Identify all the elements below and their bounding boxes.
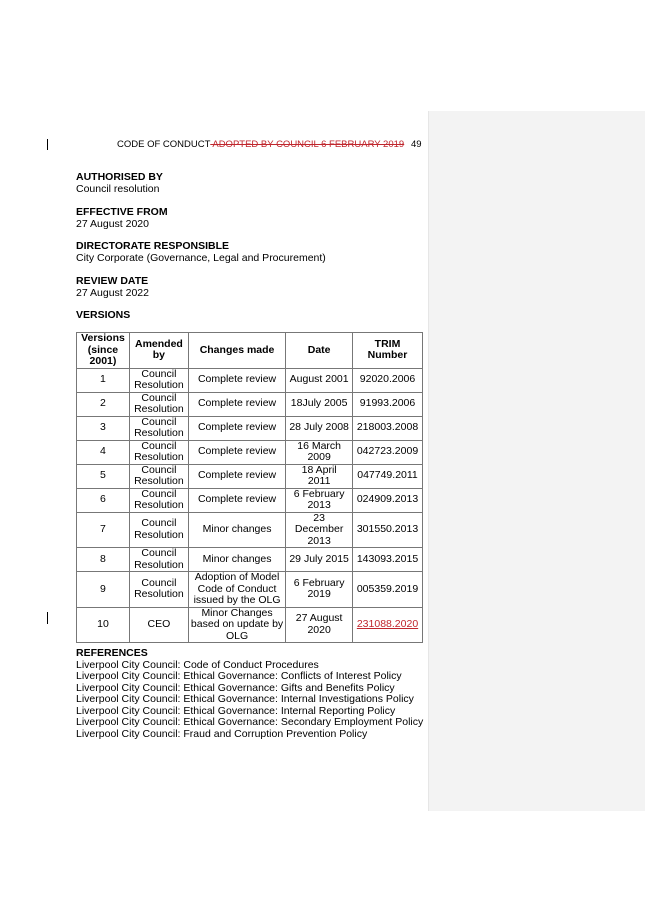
header-deleted-text: ADOPTED BY COUNCIL 6 FEBRUARY 2019 (210, 139, 405, 150)
references-section (76, 648, 423, 740)
trim-number: 301550.2013 (356, 523, 419, 535)
trim-cell (353, 440, 423, 464)
reference-item: Liverpool City Council: Ethical Governance: Conflicts of Interest Policy (76, 670, 402, 682)
reference-item: Liverpool City Council: Ethical Governance: Internal Reporting Policy (76, 704, 396, 717)
change-bar (47, 612, 48, 624)
date-cell: 27 August 2020 (286, 607, 353, 643)
amended-by-cell: Council Resolution (129, 416, 188, 440)
section-heading: REFERENCES (76, 647, 148, 659)
trim-number[interactable]: 231088.2020 (356, 618, 419, 630)
trim-cell (353, 392, 423, 416)
amended-by-cell: Council Resolution (129, 512, 188, 548)
amended-by-cell: Council Resolution (129, 368, 188, 392)
review-date-section (76, 276, 149, 299)
column-header-version: Versions (since 2001) (77, 333, 130, 369)
versions-table (76, 332, 423, 643)
reference-item: Liverpool City Council: Fraud and Corruption Prevention Policy (76, 727, 368, 740)
table-row (77, 440, 423, 464)
section-value: Council resolution (76, 182, 160, 195)
amended-by-cell: Council Resolution (129, 488, 188, 512)
amended-by-cell: Council Resolution (129, 572, 188, 608)
section-heading: EFFECTIVE FROM (76, 206, 168, 218)
table-header-row (77, 333, 423, 369)
column-header-amended-by: Amended by (129, 333, 188, 369)
reference-item: Liverpool City Council: Ethical Governance: Secondary Employment Policy (76, 716, 424, 728)
section-heading: AUTHORISED BY (76, 171, 163, 183)
changes-cell: Complete review (188, 392, 285, 416)
version-cell: 2 (77, 392, 130, 416)
version-cell: 10 (77, 607, 130, 643)
column-header-date: Date (286, 333, 353, 369)
trim-cell (353, 572, 423, 608)
table-row (77, 392, 423, 416)
amended-by-cell: Council Resolution (129, 548, 188, 572)
trim-cell (353, 607, 423, 643)
version-cell: 9 (77, 572, 130, 608)
trim-number: 92020.2006 (359, 373, 416, 386)
version-cell: 6 (77, 488, 130, 512)
version-cell: 4 (77, 440, 130, 464)
page-header (117, 139, 404, 150)
trim-cell (353, 464, 423, 488)
changes-cell: Minor changes (188, 548, 285, 572)
section-value: City Corporate (Governance, Legal and Procurement) (76, 251, 326, 264)
changes-cell: Minor Changes based on update by OLG (188, 607, 285, 643)
section-heading: VERSIONS (76, 309, 131, 321)
change-bar (47, 139, 48, 150)
references-list (76, 660, 423, 741)
date-cell: 18 April 2011 (286, 464, 353, 488)
page-number: 49 (411, 139, 422, 150)
trim-cell (353, 416, 423, 440)
effective-from-section (76, 207, 168, 230)
amended-by-cell: Council Resolution (129, 464, 188, 488)
amended-by-cell: Council Resolution (129, 440, 188, 464)
date-cell: 23 December 2013 (286, 512, 353, 548)
table-row (77, 572, 423, 608)
reference-item: Liverpool City Council: Code of Conduct Procedures (76, 658, 319, 671)
trim-number: 042723.2009 (356, 445, 419, 458)
comment-pane (428, 111, 645, 811)
trim-cell (353, 512, 423, 548)
version-cell: 1 (77, 368, 130, 392)
version-cell: 3 (77, 416, 130, 440)
section-heading: DIRECTORATE RESPONSIBLE (76, 240, 230, 252)
changes-cell: Complete review (188, 368, 285, 392)
trim-number: 047749.2011 (357, 469, 418, 482)
date-cell: 6 February 2019 (286, 572, 353, 608)
changes-cell: Complete review (188, 440, 285, 464)
trim-cell (353, 548, 423, 572)
trim-number: 143093.2015 (356, 552, 419, 565)
column-header-changes: Changes made (188, 333, 285, 369)
column-header-trim: TRIM Number (353, 333, 423, 369)
date-cell: 6 February 2013 (286, 488, 353, 512)
directorate-section (76, 241, 326, 264)
amended-by-cell: CEO (129, 607, 188, 643)
table-row (77, 548, 423, 572)
date-cell: August 2001 (286, 368, 353, 392)
changes-cell: Minor changes (188, 512, 285, 548)
table-row (77, 512, 423, 548)
changes-cell: Adoption of Model Code of Conduct issued by the OLG (188, 572, 285, 608)
table-row (77, 416, 423, 440)
version-cell: 7 (77, 512, 130, 548)
table-row (77, 607, 423, 643)
table-row (77, 488, 423, 512)
section-value: 27 August 2022 (76, 286, 149, 299)
section-heading: REVIEW DATE (76, 275, 149, 287)
version-cell: 5 (77, 464, 130, 488)
date-cell: 16 March 2009 (286, 440, 353, 464)
date-cell: 29 July 2015 (286, 548, 353, 572)
changes-cell: Complete review (188, 416, 285, 440)
authorised-by-section (76, 172, 163, 195)
trim-cell (353, 488, 423, 512)
section-value: 27 August 2020 (76, 217, 149, 230)
trim-cell (353, 368, 423, 392)
changes-cell: Complete review (188, 464, 285, 488)
trim-number: 005359.2019 (356, 582, 419, 595)
date-cell: 28 July 2008 (286, 416, 353, 440)
table-row (77, 464, 423, 488)
trim-number: 91993.2006 (359, 397, 416, 410)
header-title: CODE OF CONDUCT (117, 139, 211, 150)
date-cell: 18July 2005 (286, 392, 353, 416)
trim-number: 218003.2008 (356, 421, 419, 434)
amended-by-cell: Council Resolution (129, 392, 188, 416)
reference-item: Liverpool City Council: Ethical Governance: Internal Investigations Policy (76, 693, 414, 705)
changes-cell: Complete review (188, 488, 285, 512)
reference-item: Liverpool City Council: Ethical Governance: Gifts and Benefits Policy (76, 681, 395, 694)
trim-number: 024909.2013 (356, 493, 419, 506)
versions-section (76, 310, 130, 322)
version-cell: 8 (77, 548, 130, 572)
table-row (77, 368, 423, 392)
